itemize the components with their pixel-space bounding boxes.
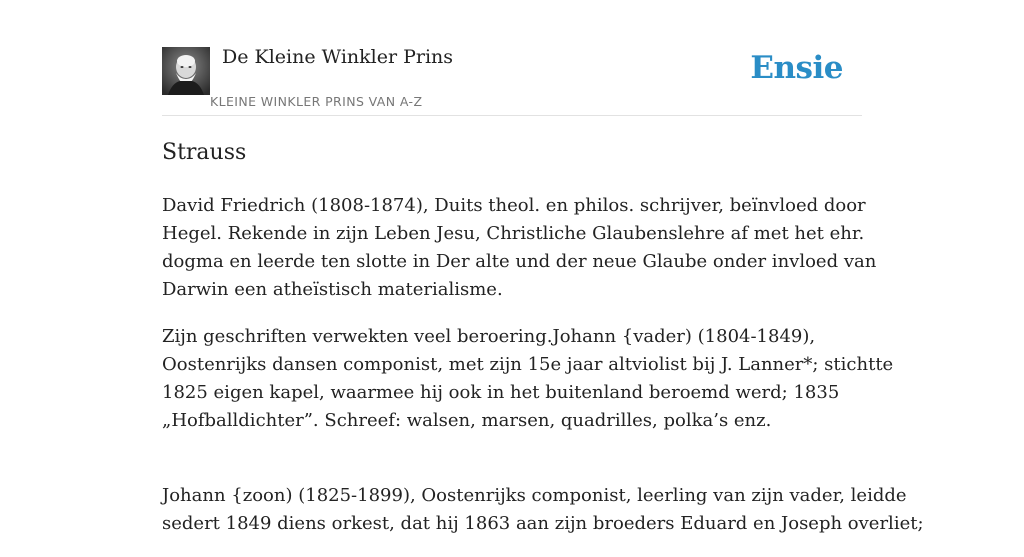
paragraph-line: Oostenrijks dansen componist, met zijn 15e jaar altviolist bij J. Lanner*; stichtte: [162, 354, 894, 375]
paragraph-line: [162, 435, 872, 463]
paragraph-line: sedert 1849 diens orkest, dat hij 1863 aan zijn broeders Eduard en Joseph overliet;: [162, 513, 924, 534]
paragraph-line: Darwin een atheïstisch materialisme.: [162, 279, 503, 300]
article-paragraph: [162, 323, 894, 463]
article-title: Strauss: [162, 140, 247, 165]
paragraph-line: „Hofballdichter”. Schreef: walsen, marsen, quadrilles, polka’s enz.: [162, 410, 772, 431]
content-container: [162, 0, 924, 534]
paragraph-line: 1825 eigen kapel, waarmee hij ook in het buitenland beroemd werd; 1835: [162, 382, 840, 403]
header: [162, 0, 862, 116]
brand-logo-link[interactable]: Ensie: [750, 50, 843, 86]
source-subtitle: KLEINE WINKLER PRINS VAN A-Z: [210, 94, 423, 109]
avatar[interactable]: [162, 47, 210, 95]
article-body: [162, 192, 924, 557]
paragraph-line: David Friedrich (1808-1874), Duits theol. en philos. schrijver, beïnvloed door: [162, 195, 866, 216]
article-paragraph: [162, 482, 924, 538]
avatar-portrait-icon: [162, 47, 210, 95]
paragraph-line: Johann {zoon) (1825-1899), Oostenrijks componist, leerling van zijn vader, leidde: [162, 485, 907, 506]
paragraph-line: dogma en leerde ten slotte in Der alte und der neue Glaube onder invloed van: [162, 251, 877, 272]
paragraph-line: Hegel. Rekende in zijn Leben Jesu, Christliche Glaubenslehre af met het ehr.: [162, 223, 865, 244]
article-paragraph: [162, 192, 877, 304]
paragraph-line: Zijn geschriften verwekten veel beroering.Johann {vader) (1804-1849),: [162, 326, 816, 347]
source-title-link[interactable]: De Kleine Winkler Prins: [222, 46, 454, 68]
